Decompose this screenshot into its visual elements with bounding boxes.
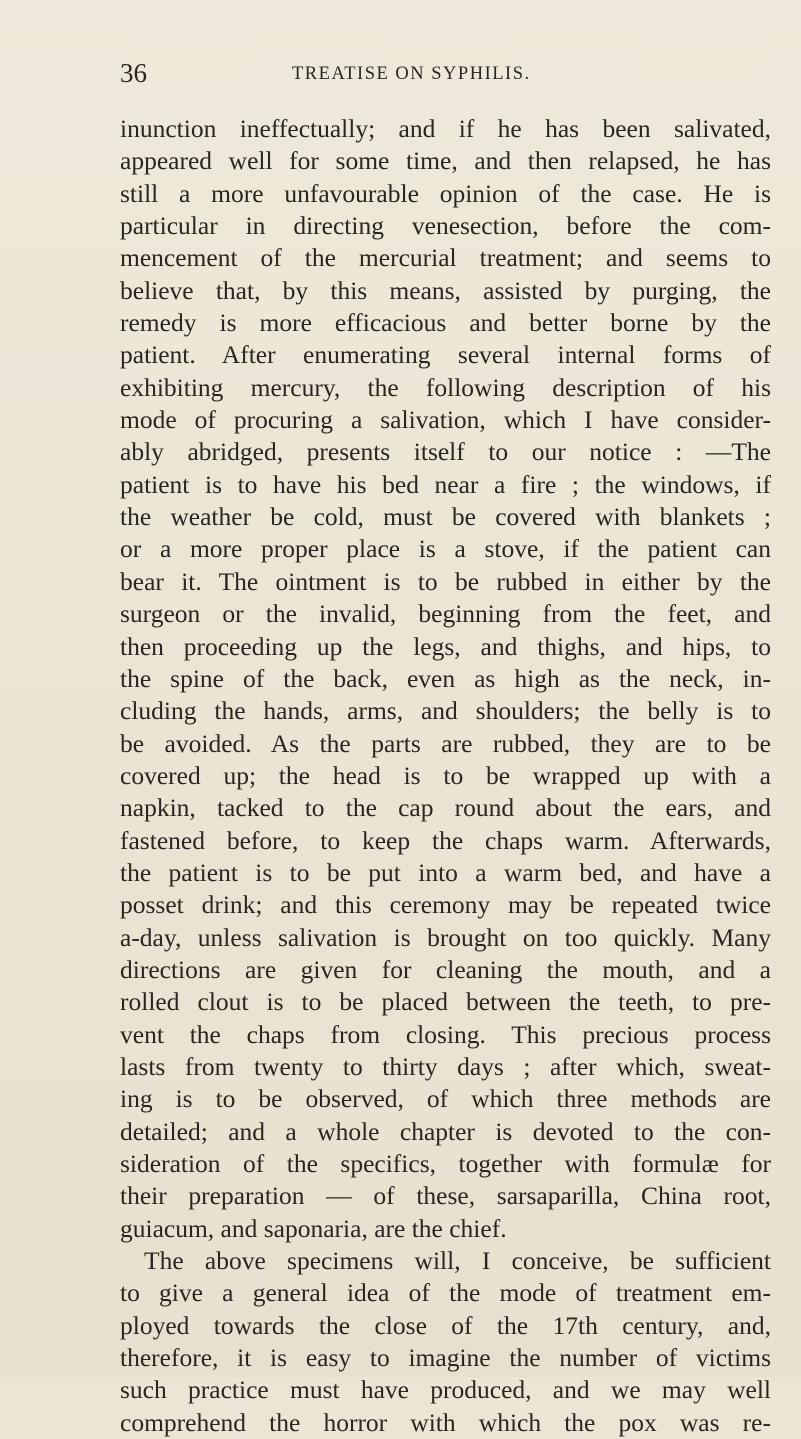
text-line: the patient is to be put into a warm bed, and have a (120, 857, 771, 887)
text-line: detailed; and a whole chapter is devoted to the con- (120, 1116, 771, 1146)
text-line: sideration of the specifics, together with formulæ for (120, 1149, 771, 1178)
text-line: ing is to be observed, of which three methods are (120, 1084, 771, 1114)
paragraph-start-line: The above specimens will, I conceive, be sufficient (144, 1246, 771, 1276)
text-line: remedy is more efficacious and better borne by the (120, 308, 771, 338)
text-line: patient. After enumerating several internal forms of (120, 340, 771, 370)
text-line: lasts from twenty to thirty days ; after which, sweat- (120, 1051, 771, 1081)
text-line: ably abridged, presents itself to our notice : —The (120, 437, 771, 467)
text-line: patient is to have his bed near a fire ; the windows, if (120, 469, 771, 499)
body-text (120, 113, 771, 1439)
paragraph-end-line: guiacum, and saponaria, are the chief. (120, 1213, 507, 1243)
text-line: or a more proper place is a stove, if the patient can (120, 534, 771, 564)
text-line: then proceeding up the legs, and thighs, and hips, to (120, 631, 771, 661)
text-line: directions are given for cleaning the mouth, and a (120, 954, 771, 984)
text-line: the weather be cold, must be covered with blankets ; (120, 502, 771, 532)
running-title: TREATISE ON SYPHILIS. (292, 64, 531, 84)
text-line: ployed towards the close of the 17th century, and, (120, 1310, 771, 1340)
text-line: cluding the hands, arms, and shoulders; the belly is to (120, 696, 771, 726)
text-line: therefore, it is easy to imagine the number of victims (120, 1343, 771, 1373)
page-number: 36 (120, 58, 147, 88)
text-line: particular in directing venesection, before the com- (120, 211, 771, 241)
text-line: bear it. The ointment is to be rubbed in either by the (120, 566, 771, 596)
text-line: fastened before, to keep the chaps warm. Afterwards, (120, 825, 771, 855)
text-line: vent the chaps from closing. This precious process (120, 1019, 771, 1049)
text-line: the spine of the back, even as high as the neck, in- (120, 663, 771, 693)
text-line: believe that, by this means, assisted by purging, the (120, 275, 771, 305)
text-line: inunction ineffectually; and if he has been salivated, (120, 114, 771, 143)
text-line: still a more unfavourable opinion of the case. He is (120, 178, 771, 208)
text-line: their preparation — of these, sarsaparilla, China root, (120, 1181, 771, 1211)
text-line: be avoided. As the parts are rubbed, they are to be (120, 728, 771, 758)
text-line: surgeon or the invalid, beginning from the feet, and (120, 599, 771, 629)
text-line: such practice must have produced, and we may well (120, 1375, 771, 1405)
text-line: covered up; the head is to be wrapped up with a (120, 760, 771, 790)
running-head (120, 58, 760, 92)
text-line: rolled clout is to be placed between the teeth, to pre- (120, 987, 771, 1017)
text-line: mencement of the mercurial treatment; and seems to (120, 243, 771, 273)
text-line: a-day, unless salivation is brought on too quickly. Many (120, 922, 771, 952)
text-line: appeared well for some time, and then relapsed, he has (120, 146, 771, 176)
text-line: to give a general idea of the mode of treatment em- (120, 1278, 771, 1308)
text-line: exhibiting mercury, the following description of his (120, 372, 771, 402)
text-line: comprehend the horror with which the pox was re- (120, 1407, 771, 1437)
text-line: posset drink; and this ceremony may be repeated twice (120, 890, 771, 920)
text-line: mode of procuring a salivation, which I have consider- (120, 405, 771, 435)
text-line: napkin, tacked to the cap round about the ears, and (120, 793, 771, 823)
